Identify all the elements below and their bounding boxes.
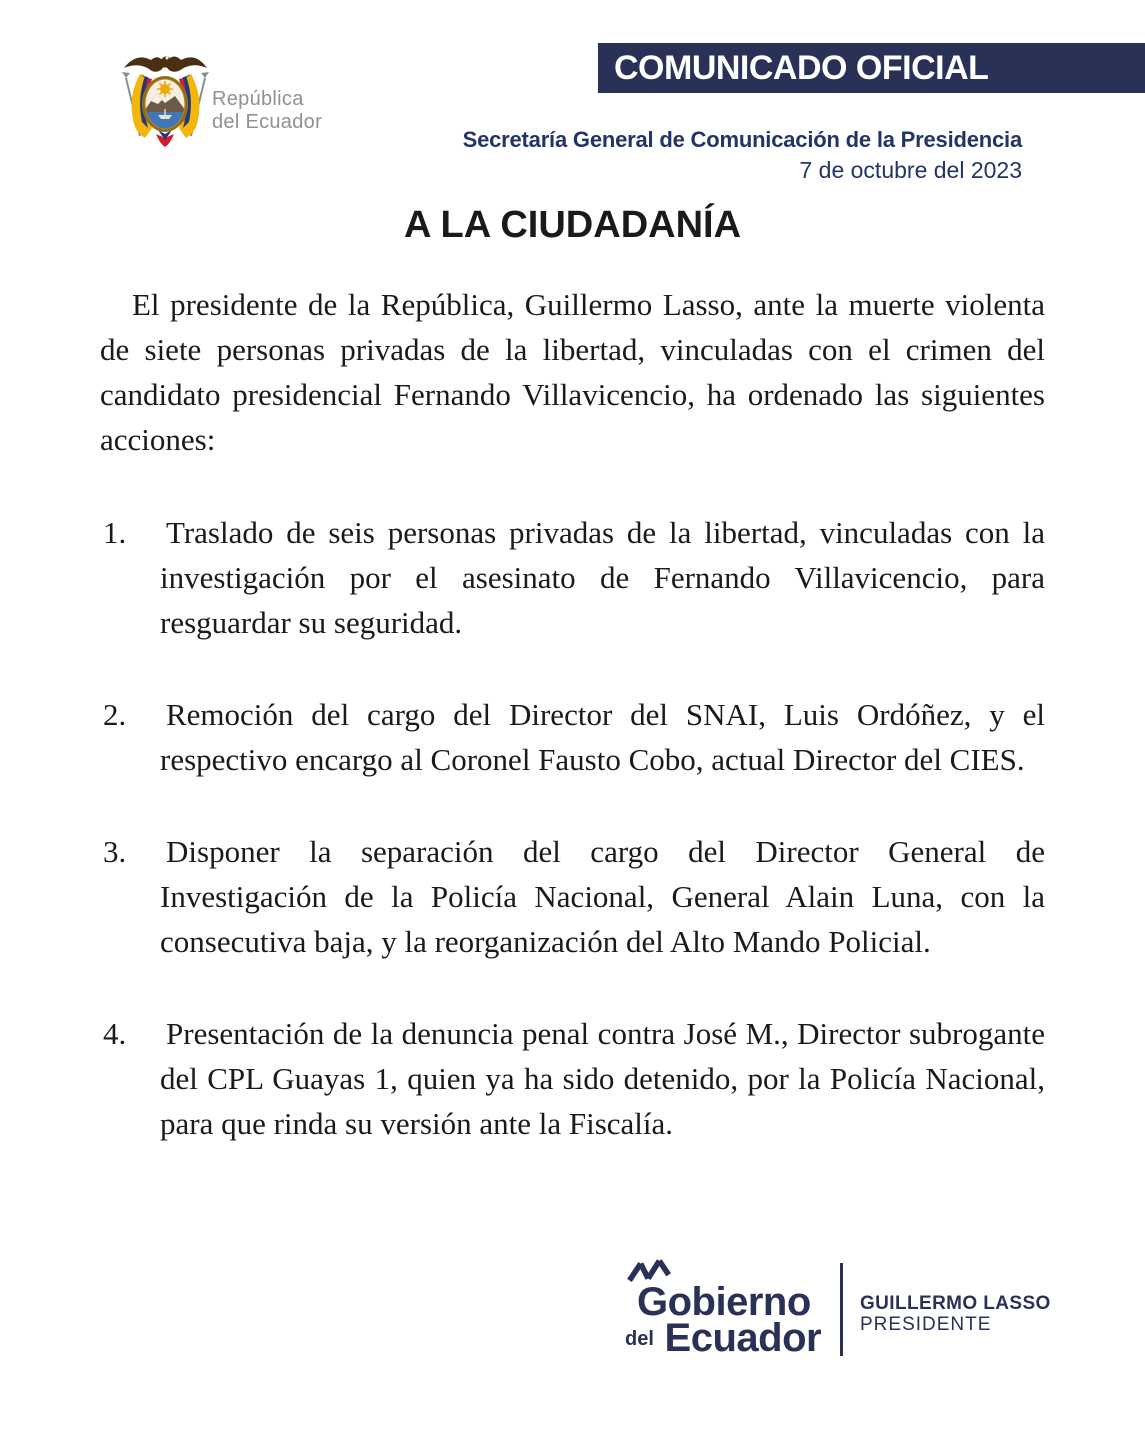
list-item-2-text: Remoción del cargo del Director del SNAI, Luis Ordóñez, y el respectivo encargo al Coronel Fausto Cobo, actual Director del CIES.	[160, 697, 1045, 777]
president-name: GUILLERMO LASSO	[860, 1293, 1051, 1314]
footer-divider	[840, 1263, 843, 1356]
list-item-3-text: Disponer la separación del cargo del Director General de Investigación de la Policía Nacional, General Alain Luna, con la consecutiva baja, y la reorganización del Alto Mando Policial.	[160, 834, 1045, 959]
document-body	[100, 282, 1045, 1146]
republic-logo-text	[212, 88, 322, 134]
list-item-3	[100, 829, 1045, 964]
list-item-4-text: Presentación de la denuncia penal contra José M., Director subrogante del CPL Guayas 1, quien ya ha sido detenido, por la Policía Nacional, para que rinda su versión ante la Fiscalía.	[160, 1016, 1045, 1141]
official-communique-banner	[598, 43, 1145, 93]
gobierno-logo-line1: Gobierno	[637, 1280, 811, 1324]
list-item-1-text: Traslado de seis personas privadas de la libertad, vinculadas con la investigación por el asesinato de Fernando Villavicencio, para resguardar su seguridad.	[160, 515, 1045, 640]
gobierno-logo-line2	[625, 1318, 821, 1358]
logo-text-line1: República	[212, 88, 304, 110]
list-item-1-number: 1.	[103, 515, 127, 550]
list-item-2-number: 2.	[103, 697, 127, 732]
list-item-1	[100, 510, 1045, 645]
document-date: 7 de octubre del 2023	[799, 157, 1022, 183]
list-item-4-number: 4.	[103, 1016, 127, 1051]
list-item-4	[100, 1011, 1045, 1146]
secretaria-line: Secretaría General de Comunicación de la Presidencia	[462, 127, 1022, 152]
intro-paragraph: El presidente de la República, Guillermo Lasso, ante la muerte violenta de siete personas privadas de la libertad, vinculadas con el crimen del candidato presidencial Fernando Villavicencio, ha ordenado las siguientes acciones:	[100, 287, 1045, 457]
president-title: PRESIDENTE	[860, 1314, 992, 1335]
gobierno-logo-ecuador: Ecuador	[664, 1316, 822, 1360]
page-title: A LA CIUDADANÍA	[403, 204, 742, 246]
ecuador-coat-of-arms-icon	[118, 48, 213, 153]
banner-label: COMUNICADO OFICIAL	[614, 48, 989, 87]
gobierno-logo-del: del	[625, 1328, 654, 1350]
list-item-2	[100, 692, 1045, 782]
list-item-3-number: 3.	[103, 834, 127, 869]
logo-text-line2: del Ecuador	[212, 111, 323, 133]
